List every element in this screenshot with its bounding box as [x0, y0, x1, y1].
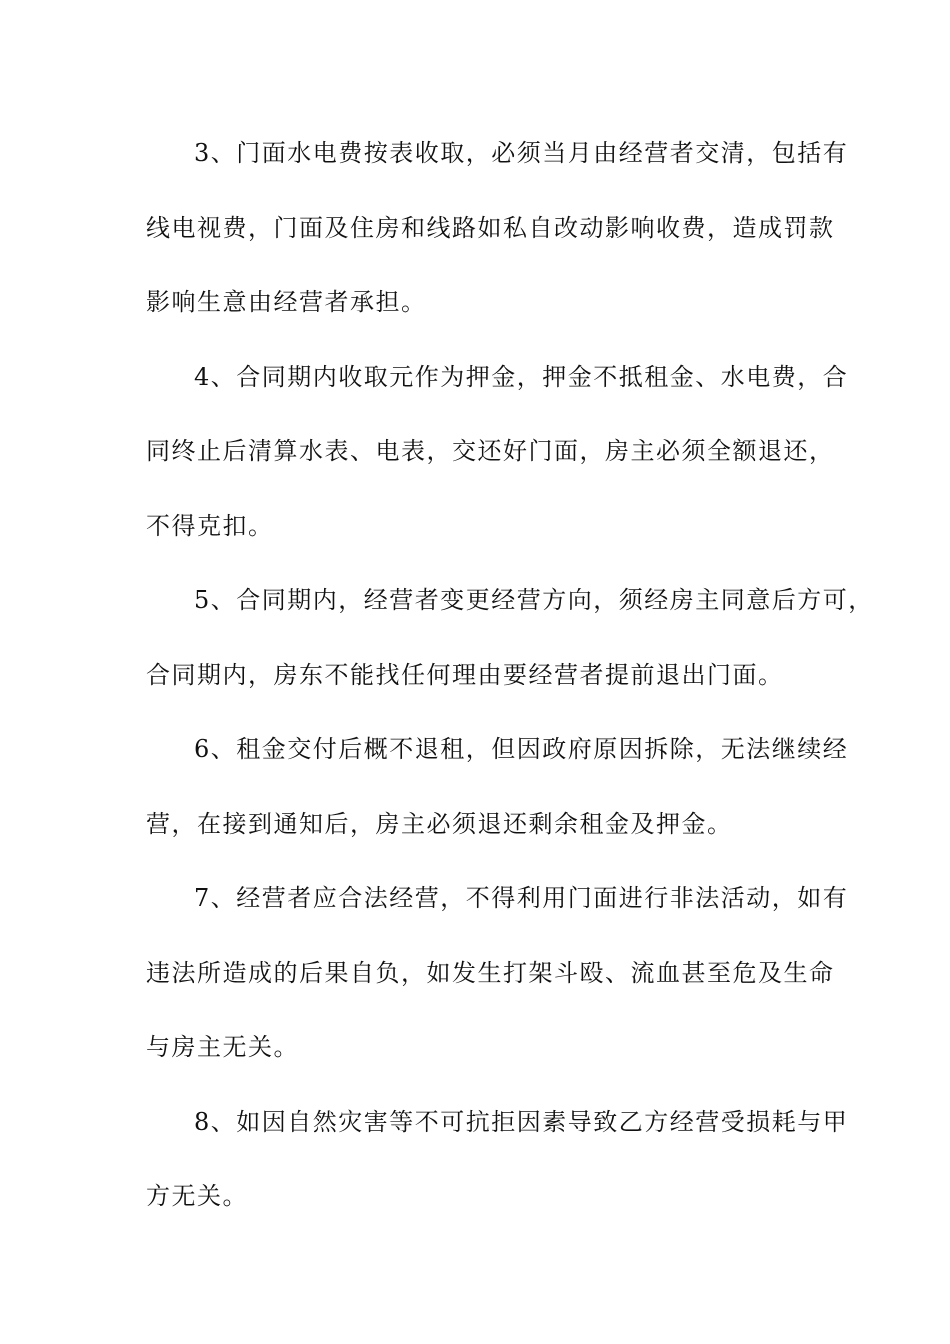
clause-3-line-3: 影响生意由经营者承担。 [146, 288, 427, 316]
clause-6-line-2: 营，在接到通知后，房主必须退还剩余租金及押金。 [146, 809, 733, 838]
document-body [146, 116, 874, 1234]
clause-7-line-3: 与房主无关。 [146, 1033, 299, 1061]
clause-4-line-1: 4、合同期内收取元作为押金，押金不抵租金、水电费，合 [194, 362, 849, 391]
clause-3-line-1: 3、门面水电费按表收取，必须当月由经营者交清，包括有 [194, 139, 849, 167]
clause-7-line-2: 违法所造成的后果自负，如发生打架斗殴、流血甚至危及生命 [146, 958, 835, 987]
clause-8-line-1: 8、如因自然灾害等不可抗拒因素导致乙方经营受损耗与甲 [194, 1107, 849, 1136]
clause-4-line-2: 同终止后清算水表、电表，交还好门面，房主必须全额退还， [146, 437, 835, 465]
clause-6-line-1: 6、租金交付后概不退租，但因政府原因拆除，无法继续经 [194, 735, 849, 763]
clause-5-line-2: 合同期内，房东不能找任何理由要经营者提前退出门面。 [146, 660, 784, 689]
clause-3-line-2: 线电视费，门面及住房和线路如私自改动影响收费，造成罚款 [146, 213, 835, 242]
clause-7-line-1: 7、经营者应合法经营，不得利用门面进行非法活动，如有 [194, 884, 849, 912]
clause-5-line-1: 5、合同期内，经营者变更经营方向，须经房主同意后方可， [194, 586, 874, 614]
clause-4-line-3: 不得克扣。 [146, 511, 274, 540]
clause-8-line-2: 方无关。 [146, 1182, 248, 1210]
